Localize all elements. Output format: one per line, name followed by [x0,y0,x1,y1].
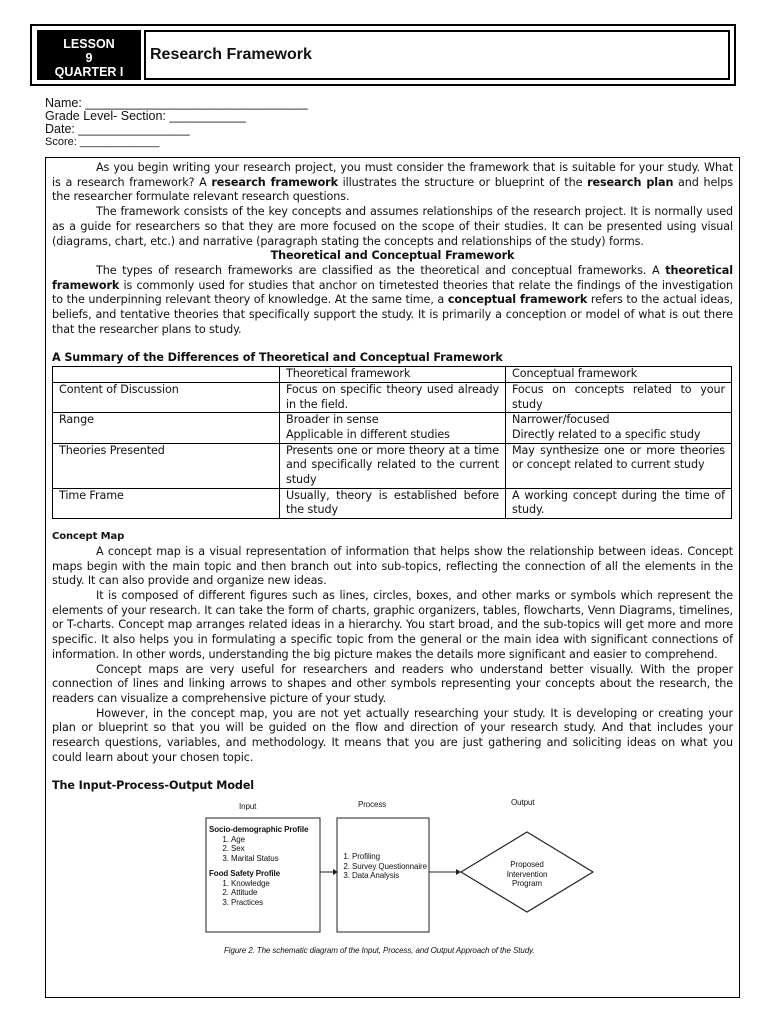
summary-table [52,366,732,519]
figure-caption: Figure 2. The schematic diagram of the Input, Process, and Output Approach of the Study. [224,946,535,956]
section-heading: Theoretical and Conceptual Framework [270,249,515,263]
name-field[interactable]: Name: ________________________________ [45,96,308,110]
table-header-cell: Conceptual framework [506,367,732,383]
input-group-2: Food Safety Profile [209,869,280,879]
lesson-number: 9 [85,51,93,65]
lesson-header [30,24,736,86]
process-content [330,852,428,881]
summary-title: A Summary of the Differences of Theoretical and Conceptual Framework [52,351,503,365]
theoretical-cell: Focus on specific theory used already in the field. [280,382,506,412]
list-item: 3. Practices [231,898,317,908]
conceptual-cell: A working concept during the time of study. [506,488,732,518]
output-label: Output [511,798,535,808]
list-item: 1. Profiling [352,852,428,862]
lesson-badge [37,30,141,80]
list-item: 3. Marital Status [231,854,317,864]
table-header-row [53,367,732,383]
list-item: 2. Attitude [231,888,317,898]
conceptual-cell: Focus on concepts related to your study [506,382,732,412]
lesson-content [45,157,740,998]
concept-map-title: Concept Map [52,531,125,543]
row-label: Range [53,413,280,443]
concept-map-paragraph-1: A concept map is a visual representation of information that helps show the relationship between ideas. Concept maps begin with the main topic and then branch out into sub-topics, reflecting the connection of all the elements in the study. It can also provide and organize new ideas. [52,544,733,588]
quarter-label: QUARTER I [54,65,124,79]
student-info [45,97,308,149]
intro-paragraph-1: As you begin writing your research project, you must consider the framework that is suitable for your study. What is a research framework? A research framework illustrates the structure or blueprint of the research plan and helps the researcher formulate relevant research questions. [52,161,734,204]
input-content [209,825,317,907]
table-header-cell [53,367,280,383]
table-row [53,413,732,443]
ipo-diagram [52,794,732,962]
list-item: 3. Data Analysis [352,871,428,881]
output-content: Proposed Intervention Program [506,860,548,889]
page-title: Research Framework [144,30,730,80]
concept-map-paragraph-2: It is composed of different figures such as lines, circles, boxes, and other marks or symbols which represent the elements of your research. It can take the form of charts, graphic organizers, tables, flowcharts, Venn Diagrams, timelines, or T-charts. Concept map arranges related ideas in a hierarchy. You start broad, and the sub-topics will get more and more specific. It also helps you in formulating a specific topic from the general or the main idea with significant connections of information. In other words, understanding the big picture makes the details more significant and easier to comprehend. [52,588,733,661]
ipo-title: The Input-Process-Output Model [52,779,255,793]
grade-field[interactable]: Grade Level- Section: ___________ [45,109,246,123]
theoretical-cell: Broader in sense Applicable in different studies [280,413,506,443]
list-item: 1. Age [231,835,317,845]
conceptual-cell: Narrower/focused Directly related to a specific study [506,413,732,443]
theoretical-cell: Presents one or more theory at a time and specifically related to the current study [280,443,506,488]
row-label: Content of Discussion [53,382,280,412]
list-item: 2. Sex [231,844,317,854]
date-field[interactable]: Date: ________________ [45,122,190,136]
intro-paragraph-2: The framework consists of the key concepts and assumes relationships of the research project. It is normally used as a guide for researchers so that they are more focused on the scope of their studies. It can be presented using visual (diagrams, chart, etc.) and narrative (paragraph stating the concepts and relationships of the study) forms. [52,205,733,248]
theoretical-cell: Usually, theory is established before the study [280,488,506,518]
row-label: Time Frame [53,488,280,518]
list-item: 1. Knowledge [231,879,317,889]
score-field[interactable]: Score: _____________ [45,136,160,148]
arrow-head-2 [456,869,461,875]
table-row [53,382,732,412]
conceptual-cell: May synthesize one or more theories or concept related to current study [506,443,732,488]
process-label: Process [358,800,387,810]
concept-map-paragraph-4: However, in the concept map, you are not yet actually researching your study. It is developing or creating your plan or blueprint so that you will be guided on the flow and direction of your research study. And that includes your research questions, variables, and methodology. It means that you are just gathering and soliciting ideas on what you could learn about your chosen topic. [52,706,733,764]
input-group-1: Socio-demographic Profile [209,825,309,835]
input-label: Input [239,802,257,812]
row-label: Theories Presented [53,443,280,488]
table-header-cell: Theoretical framework [280,367,506,383]
lesson-label: LESSON [63,37,115,51]
table-row [53,443,732,488]
list-item: 2. Survey Questionnaire [352,862,428,872]
table-row [53,488,732,518]
intro-paragraph-3: The types of research frameworks are classified as the theoretical and conceptual frameworks. A theoretical framework is commonly used for studies that anchor on timetested theories that relate the findings of the investigation to the underpinning relevant theory of knowledge. At the same time, a conceptual framework refers to the actual ideas, beliefs, and tentative theories that specifically support the study. It is primarily a conception or model of what is out there that the researcher plans to study. [52,263,733,336]
concept-map-paragraph-3: Concept maps are very useful for researchers and readers who understand better visually. With the proper connection of lines and linking arrows to shapes and other symbols representing your concepts about the research, the readers can visualize a comprehensive picture of your study. [52,662,733,705]
